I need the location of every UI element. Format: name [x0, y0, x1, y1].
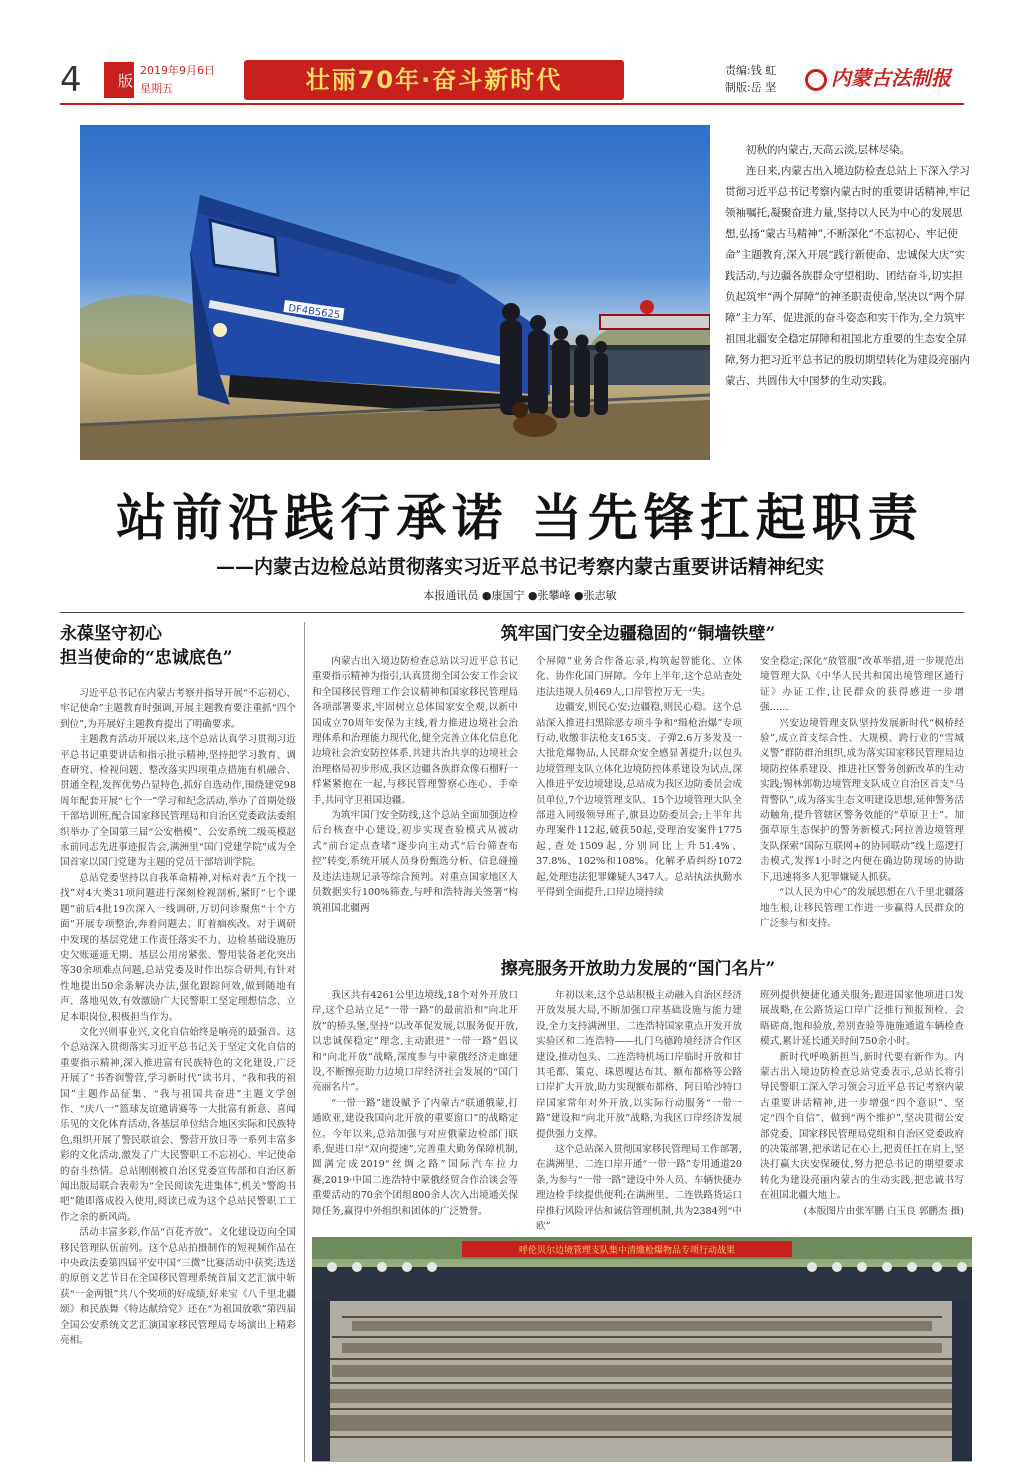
- section2-paragraph: 边疆安,则民心安;边疆稳,则民心稳。这个总站深入推进扫黑除恶专项斗争和“缉枪治爆”专项行动,收缴非法枪支165支、子弹2.6万多发及一大批危爆物品,人民群众安全感显著提升;以包头边境管理支队立体化边境防控体系建设为试点,深入推进平安边境建设,总站成为我区边防委员会成员单位,7个边境管理支队、15个边境管理大队全部进入同级领导班子,旗县边防委员会;上半年共办理案件112起,破获50起,受理治安案件1775起,查处1509起,分别同比上升51.4%、37.8%、102%和108%。化解矛盾纠纷1072起,处理违法犯罪嫌疑人347人。总站执法执勤水平得到全面提升,口岸边境持续: [536, 702, 742, 899]
- headline-rule: [60, 612, 964, 613]
- weekday-text: 星期五: [140, 82, 173, 95]
- section3-title: 擦亮服务开放助力发展的“国门名片”: [500, 959, 776, 979]
- section2-paragraph: 安全稳定;深化“放管服”改革举措,进一步规范出境管理大队《中华人民共和国出境管理区通行证》办证工作,让民群众的获得感进一步增强……: [760, 656, 964, 714]
- section2-col3: [760, 654, 964, 931]
- section1-title: [60, 622, 300, 670]
- producer-line: 制版:岳 坚: [725, 81, 777, 94]
- section2-paragraph: 个屏障”业务合作备忘录,构筑起智能化、立体化、协作化国门屏障。今年上半年,这个总站查处违法违规人员469人,口岸管控万无一失。: [536, 656, 742, 698]
- photo-banner-text: 呼伦贝尔边境管理支队集中清缴枪爆物品专项行动战果: [518, 1246, 736, 1256]
- weapons-display-illustration: [312, 1237, 972, 1462]
- section3-paragraph: 我区共有4261公里边境线,18个对外开放口岸,这个总站立足“一带一路”的最前沿和“向北开放”的桥头堡,坚持“以改革促发展,以服务促开放,以忠诚保稳定”理念,主动跟进“一带一路”倡议和“向北开放”战略,深度参与中蒙俄经济走廊建设,不断擦亮助力边境口岸经济社会发展的“国门亮丽名片”。: [312, 990, 518, 1094]
- issue-date: [140, 62, 215, 98]
- section1-paragraph: 活动丰富多彩,作品“百花齐放”。文化建设迈向全国移民管理队伍前列。这个总站拍摄制作的短视频作品在中央政法委第四届平安中国“三微”比赛活动中获奖;选送的原创文艺节目在全国移民管理系统首届文艺汇演中斩获“一金两银”共八个奖项的好成绩,好来宝《八千里北疆颂》和民族舞《特达献给党》还在“为祖国放歌”第四届全国公安系统文艺汇演国家移民管理局专场演出上精彩亮相。: [60, 1227, 296, 1347]
- section3-col2: [536, 988, 742, 1235]
- header-rule: [60, 103, 964, 105]
- section2-col1: [312, 654, 518, 916]
- section3-col3: [760, 988, 964, 1219]
- section2-title: 筑牢国门安全边疆稳固的“铜墙铁壁”: [500, 624, 776, 644]
- subheadline: ——内蒙古边检总站贯彻落实习近平总书记考察内蒙古重要讲话精神纪实: [215, 556, 824, 578]
- newspaper-logo: [805, 60, 965, 96]
- section3-col1: [312, 988, 518, 1219]
- weapons-display-photo: [312, 1237, 972, 1462]
- section1-paragraph: 主题教育活动开展以来,这个总站认真学习贯彻习近平总书记重要讲话和指示批示精神,坚持把学习教育、调查研究、检视问题、整改落实四项重点措施有机融合、贯通全程,发挥优势凸显特色,抓好自选动作,围绕建党98周年配套开展“七个一”学习和纪念活动,举办了首期处级干部培训班,配合国家移民管理局和自治区党委政法委组织举办了全国第三届“公安楷模”、公安系统二级英模赵永前同志先进事迹报告会,满洲里“国门党建学院”成为全国首家以国门党建为主题的党员干部培训学院。: [60, 734, 296, 869]
- train-photo-illustration: [80, 125, 710, 460]
- column-divider: [304, 622, 305, 1462]
- byline: 本报通讯员 ●康国宁 ●张攀峰 ●张志敏: [423, 589, 617, 602]
- section1-title-line1: 永葆坚守初心: [60, 624, 162, 644]
- section3-paragraph: 班列提供便捷化通关服务;跟进国家他项进口发展战略,在公路货运口岸广泛推行预报预检、会晤磋商,饱和验放,差别查验等施施通道车辆检查模式,累计延长通关时间750余小时。: [760, 990, 964, 1048]
- logo-text: 内蒙古法制报: [831, 66, 951, 90]
- section1-paragraph: 习近平总书记在内蒙古考察并指导开展“不忘初心、牢记使命”主题教育时强调,开展主题教育要注重抓“四个到位”,为开展好主题教育提出了明确要求。: [60, 688, 296, 730]
- section2-paragraph: 为筑牢国门安全防线,这个总站全面加强边检后台核查中心建设,初步实现查验模式从被动式“前台定点查堵”逐步向主动式“后台筛查布控”转变,系统开展人员身份甄选分析、信息碰撞及违法违规记录等综合预判。对重点国家地区人员数据实行100%筛查,与呼和浩特海关签署“构筑祖国北疆两: [312, 810, 518, 914]
- section3-paragraph: 新时代呼唤新担当,新时代要有新作为。内蒙古出入境边防检查总站党委表示,总站长将引导民警职工深入学习领会习近平总书记考察内蒙古重要讲话精神,进一步增强“四个意识”、坚定“四个自信”、做到“两个维护”,坚决贯彻公安部党委、国家移民管理局党组和自治区党委政府的决策部署,把承诺记在心上,把责任扛在肩上,坚决打赢大庆安保硬仗,努力把总书记的期望要求转化为建设亮丽内蒙古的生动实践,把忠诚书写在祖国北疆大地上。: [760, 1051, 964, 1202]
- page-number: 4: [60, 60, 82, 100]
- section1-paragraph: 文化兴则事业兴,文化自信始终是响亮的最强音。这个总站深入贯彻落实习近平总书记关于坚定文化自信的重要指示精神,深入推进富有民族特色的文化建设,广泛开展了“书香润警营,学习新时代”读书月、“我和我的祖国”主题作品征集、“我与祖国共奋进”主题文学创作、“庆八一”篮球友谊邀请赛等一大批富有新意、喜闻乐见的文化体育活动,各基层单位结合地区实际和民族特色,组织开展了警民联谊会、警营开放日等一系列丰富多彩的文化活动,激发了广大民警职工不忘初心、牢记使命的奋斗热情。总站刚刚被自治区党委宣传部和自治区新闻出版局联合表彰为“全民阅读先进集体”,机关“警韵书吧”随即落成投入使用,阅读已成为这个总站民警职工工作之余的新风尚。: [60, 1026, 296, 1223]
- loco-number-text: DF4B5625: [287, 303, 341, 322]
- intro-paragraph: 初秋的内蒙古,天高云淡,层林尽染。: [746, 144, 911, 156]
- section3-paragraph: “一带一路”建设赋予了内蒙古“联通俄蒙,打通欧亚,建设我国向北开放的重要窗口”的战略定位。今年以来,总站加强与对应俄蒙边检部门联系,促进口岸“双向提速”,完善重大勤务保障机制,圆满完成2019“丝绸之路”国际汽车拉力赛,2019·中国二连浩特中蒙俄经贸合作洽谈会等重要活动的70余个团组800余人次入出境通关保障任务,赢得中外组织和团体的广泛赞誉。: [312, 1097, 518, 1217]
- editor-credits: [725, 62, 776, 96]
- section3-paragraph: 这个总站深入贯彻国家移民管理局工作部署,在满洲里、二连口岸开通“一带一路”专用通道20条,为参与“一带一路”建设中外人员、车辆快捷办理边检手续提供便利;在满洲里、二连铁路货运口岸推行风险评估和诚信管理机制,共为2384列“中欧”: [536, 1144, 742, 1233]
- headline: 站前沿践行承诺 当先锋扛起职责: [116, 488, 924, 547]
- section1-title-line2: 担当使命的“忠诚底色”: [60, 648, 233, 668]
- page-label: 版: [104, 62, 134, 98]
- section3-paragraph: 年初以来,这个总站积极主动融入自治区经济开放发展大局,不断加强口岸基础设施与能力建设,全力支持满洲里、二连浩特国家重点开发开放实验区和二连浩特——扎门乌德跨境经济合作区建设,推动包头、二连浩特机场口岸临时开放和甘其毛都、策克、珠恩嘎达布其、额布都格等公路口岸扩大开放,助力实现额布都格、阿日哈沙特口岸国家常年对外开放,以实际行动服务“一带一路”建设和“向北开放”战略,为我区口岸经济发展提供强力支撑。: [536, 990, 742, 1140]
- intro-lead: [725, 140, 970, 392]
- section1-paragraph: 总站党委坚持以自我革命精神,对标对表“五个找一找”对4大类31项问题进行深刻检视剖析,紧盯“七个课题”前后4批19次深入一线调研,万切问诊聚焦“十个方面”开展专项整治,奔着问题去、盯着痼疾改。对于调研中发现的基层党建工作责任落实不力、边检基础设施历史欠账遥遥无期、基层公用房紧张、警用装备老化突出等30余项难点问题,总站党委及时作出综合研判,有针对性地提出50余条解决办法,强化跟踪问效,做到随地有声、落地见效,有效激励广大民警职工坚定理想信念、立足本职岗位,积极担当作为。: [60, 872, 296, 1023]
- section1-body: [60, 686, 296, 1348]
- train-photo: [80, 125, 710, 460]
- editor-line: 责编:钱 虹: [725, 64, 777, 77]
- section-banner: 壮丽70年·奋斗新时代: [244, 60, 624, 100]
- intro-paragraph: 连日来,内蒙古出入境边防检查总站上下深入学习贯彻习近平总书记考察内蒙古时的重要讲话精神,牢记领袖嘱托,凝聚奋进力量,坚持以人民为中心的发展思想,弘扬“蒙古马精神”,不断深化“不忘初心、牢记使命”主题教育,深入开展“践行新使命、忠诚保大庆”实践活动,与边疆各族群众守望相助、团结奋斗,切实担负起筑牢“两个屏障”的神圣职责使命,坚决以“两个屏障”主力军、促进派的奋斗姿态和实干作为,全力筑牢祖国北疆安全稳定屏障和祖国北方重要的生态安全屏障,努力把习近平总书记的殷切期望转化为建设亮丽内蒙古、共圆伟大中国梦的生动实践。: [725, 165, 970, 387]
- date-text: 2019年9月6日: [140, 64, 215, 77]
- photo-credit: (本版图片由张军鹏 白玉良 郭鹏杰 摄): [803, 1205, 964, 1217]
- section2-paragraph: 兴安边境管理支队坚持发展新时代“枫桥经验”,成立首支综合性、大规模、跨行业的“雪城义警”群防群治组织,成为落实国家移民管理局边境防控体系建设、推进社区警务创新改革的生动实践;锡林郭勒边境管理支队成立自治区首支“马背警队”,成为落实生态文明建设思想,延伸警务活动触角,提升管辖区警务效能的“草原卫士”。加强草原生态保护的警务新模式;阿拉善边境管理支队探索“国际互联网+的协同联动”线上巡逻打击模式,发挥1小时之内便在确边防现场的协助下,迅速将多人犯罪嫌疑人抓获。: [760, 717, 964, 883]
- section2-paragraph: 内蒙古出入境边防检查总站以习近平总书记重要指示精神为指引,认真贯彻全国公安工作会议和全国移民管理工作会议精神和国家移民管理局各项部署要求,牢固树立总体国家安全观,以新中国成立70周年安保为主线,着力推进边境社会治理体系和治理能力现代化,健全完善立体化信息化边境社会治安防控体系,共建共治共享的边境社会治理格局初步形成,我区边疆各族群众像石榴籽一样紧紧抱在一起,与移民管理警察心连心、手牵手,共同守卫祖国边疆。: [312, 656, 518, 806]
- logo-mark-icon: [805, 69, 827, 91]
- section2-paragraph: “以人民为中心”的发展思想在八千里北疆落地生根,让移民管理工作进一步赢得人民群众的广泛参与和支持。: [760, 887, 964, 929]
- section2-col2: [536, 654, 742, 901]
